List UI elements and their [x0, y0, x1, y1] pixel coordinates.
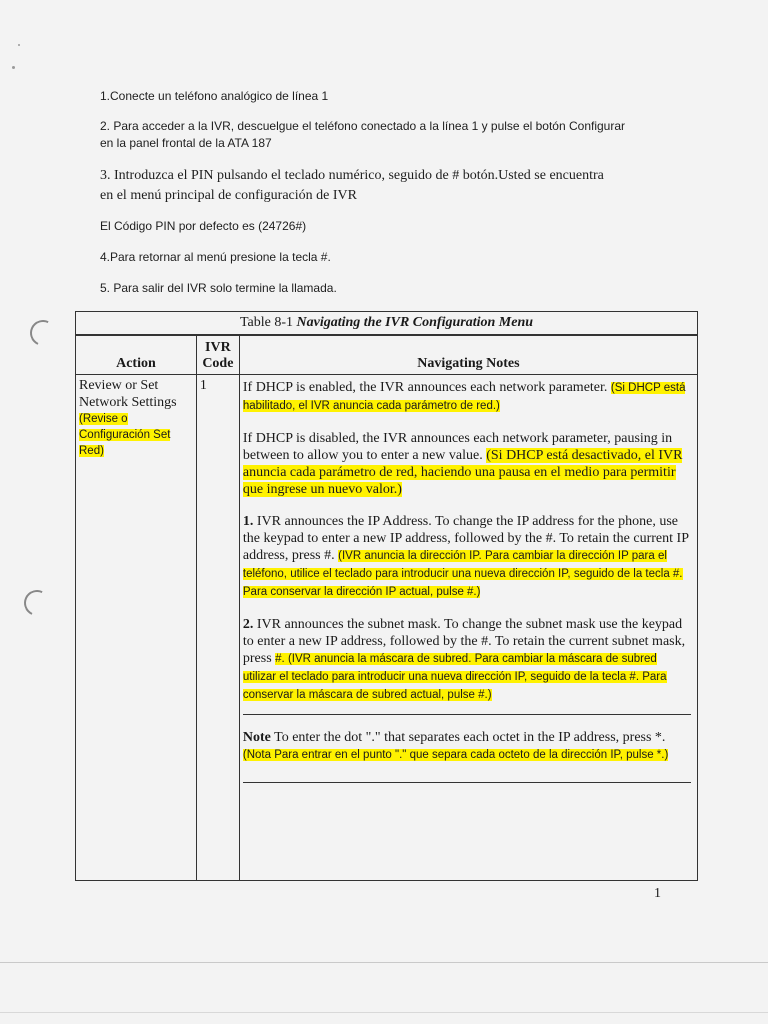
ivr-code-value: 1 [199, 378, 207, 393]
action-en-line-2: Network Settings [79, 395, 177, 410]
instruction-step-2-line-2: en la panel frontal de la ATA 187 [100, 136, 272, 150]
cell-navigating-notes [239, 375, 697, 881]
scan-edge-line [0, 962, 768, 963]
table-caption-prefix: Table 8-1 [239, 315, 297, 330]
page-number: 1 [654, 886, 661, 901]
instruction-step-1: 1.Conecte un teléfono analógico de línea 1 [100, 89, 329, 103]
ivr-navigation-table [75, 335, 698, 881]
instruction-step-3-line-2: en el menú principal de configuración de IVR [100, 188, 357, 203]
action-en-line-1: Review or Set [79, 378, 159, 393]
note-end-rule [243, 782, 691, 783]
binder-hole-mark [26, 316, 59, 349]
cell-action [76, 375, 197, 881]
cell-ivr-code [196, 375, 239, 881]
instruction-step-5: 5. Para salir del IVR solo termine la llamada. [100, 281, 337, 295]
table-header-row [76, 336, 698, 375]
instruction-step-2-line-1: 2. Para acceder a la IVR, descuelgue el teléfono conectado a la línea 1 y pulse el botón Configurar [100, 119, 626, 133]
header-action: Action [76, 336, 197, 375]
action-es-line-2: Configuración Set [79, 429, 171, 441]
table-row [76, 375, 698, 881]
scan-speck [12, 66, 15, 69]
scan-edge-line [0, 1012, 768, 1013]
note-dot-separator: Note To enter the dot "." that separates each octet in the IP address, press *. (Nota Para entrar en el punto "." que separa cada octeto de la dirección IP, pulse *.) [242, 730, 669, 761]
instruction-step-3-line-1: 3. Introduzca el PIN pulsando el teclado numérico, seguido de # botón.Usted se encuentra [100, 168, 604, 183]
action-es-line-1: (Revise o [79, 413, 128, 425]
instruction-pin-default: El Código PIN por defecto es (24726#) [100, 219, 307, 233]
table-caption [75, 311, 698, 335]
note-dhcp-enabled: If DHCP is enabled, the IVR announces each network parameter. (Si DHCP está habilitado, el IVR anuncia cada parámetro de red.) [242, 380, 686, 412]
note-step-subnet-mask: 2. IVR announces the subnet mask. To change the subnet mask use the keypad to enter a new IP address, followed by the #. To retain the current subnet mask, press #. (IVR anuncia la máscara de subred. Para cambiar la máscara de subred utilizar el teclado para introducir una nueva dirección IP, seguido de la tecla #. Para conservar la máscara de subred actual, pulse #.) [242, 617, 686, 701]
header-ivr-code: IVR Code [196, 336, 239, 375]
scan-speck [18, 44, 20, 46]
instruction-step-4: 4.Para retornar al menú presione la tecla #. [100, 250, 331, 264]
action-es-line-3: Red) [79, 445, 104, 457]
table-caption-title: Navigating the IVR Configuration Menu [296, 315, 534, 330]
header-navigating-notes: Navigating Notes [239, 336, 697, 375]
note-dhcp-disabled: If DHCP is disabled, the IVR announces each network parameter, pausing in between to allow you to enter a new value. (Si DHCP está desactivado, el IVR anuncia cada parámetro de red, haciendo una pausa en el medio para permitir que ingrese un nuevo valor.) [242, 431, 683, 497]
binder-hole-mark [20, 586, 53, 619]
note-step-ip-address: 1. IVR announces the IP Address. To change the IP address for the phone, use the keypad to enter a new IP address, followed by the #. To retain the current IP address, press #. (IVR anuncia la dirección IP. Para cambiar la dirección IP para el teléfono, utilice el teclado para introducir una nueva dirección IP, seguido de la tecla #. Para conservar la dirección IP actual, pulse #.) [242, 514, 689, 598]
